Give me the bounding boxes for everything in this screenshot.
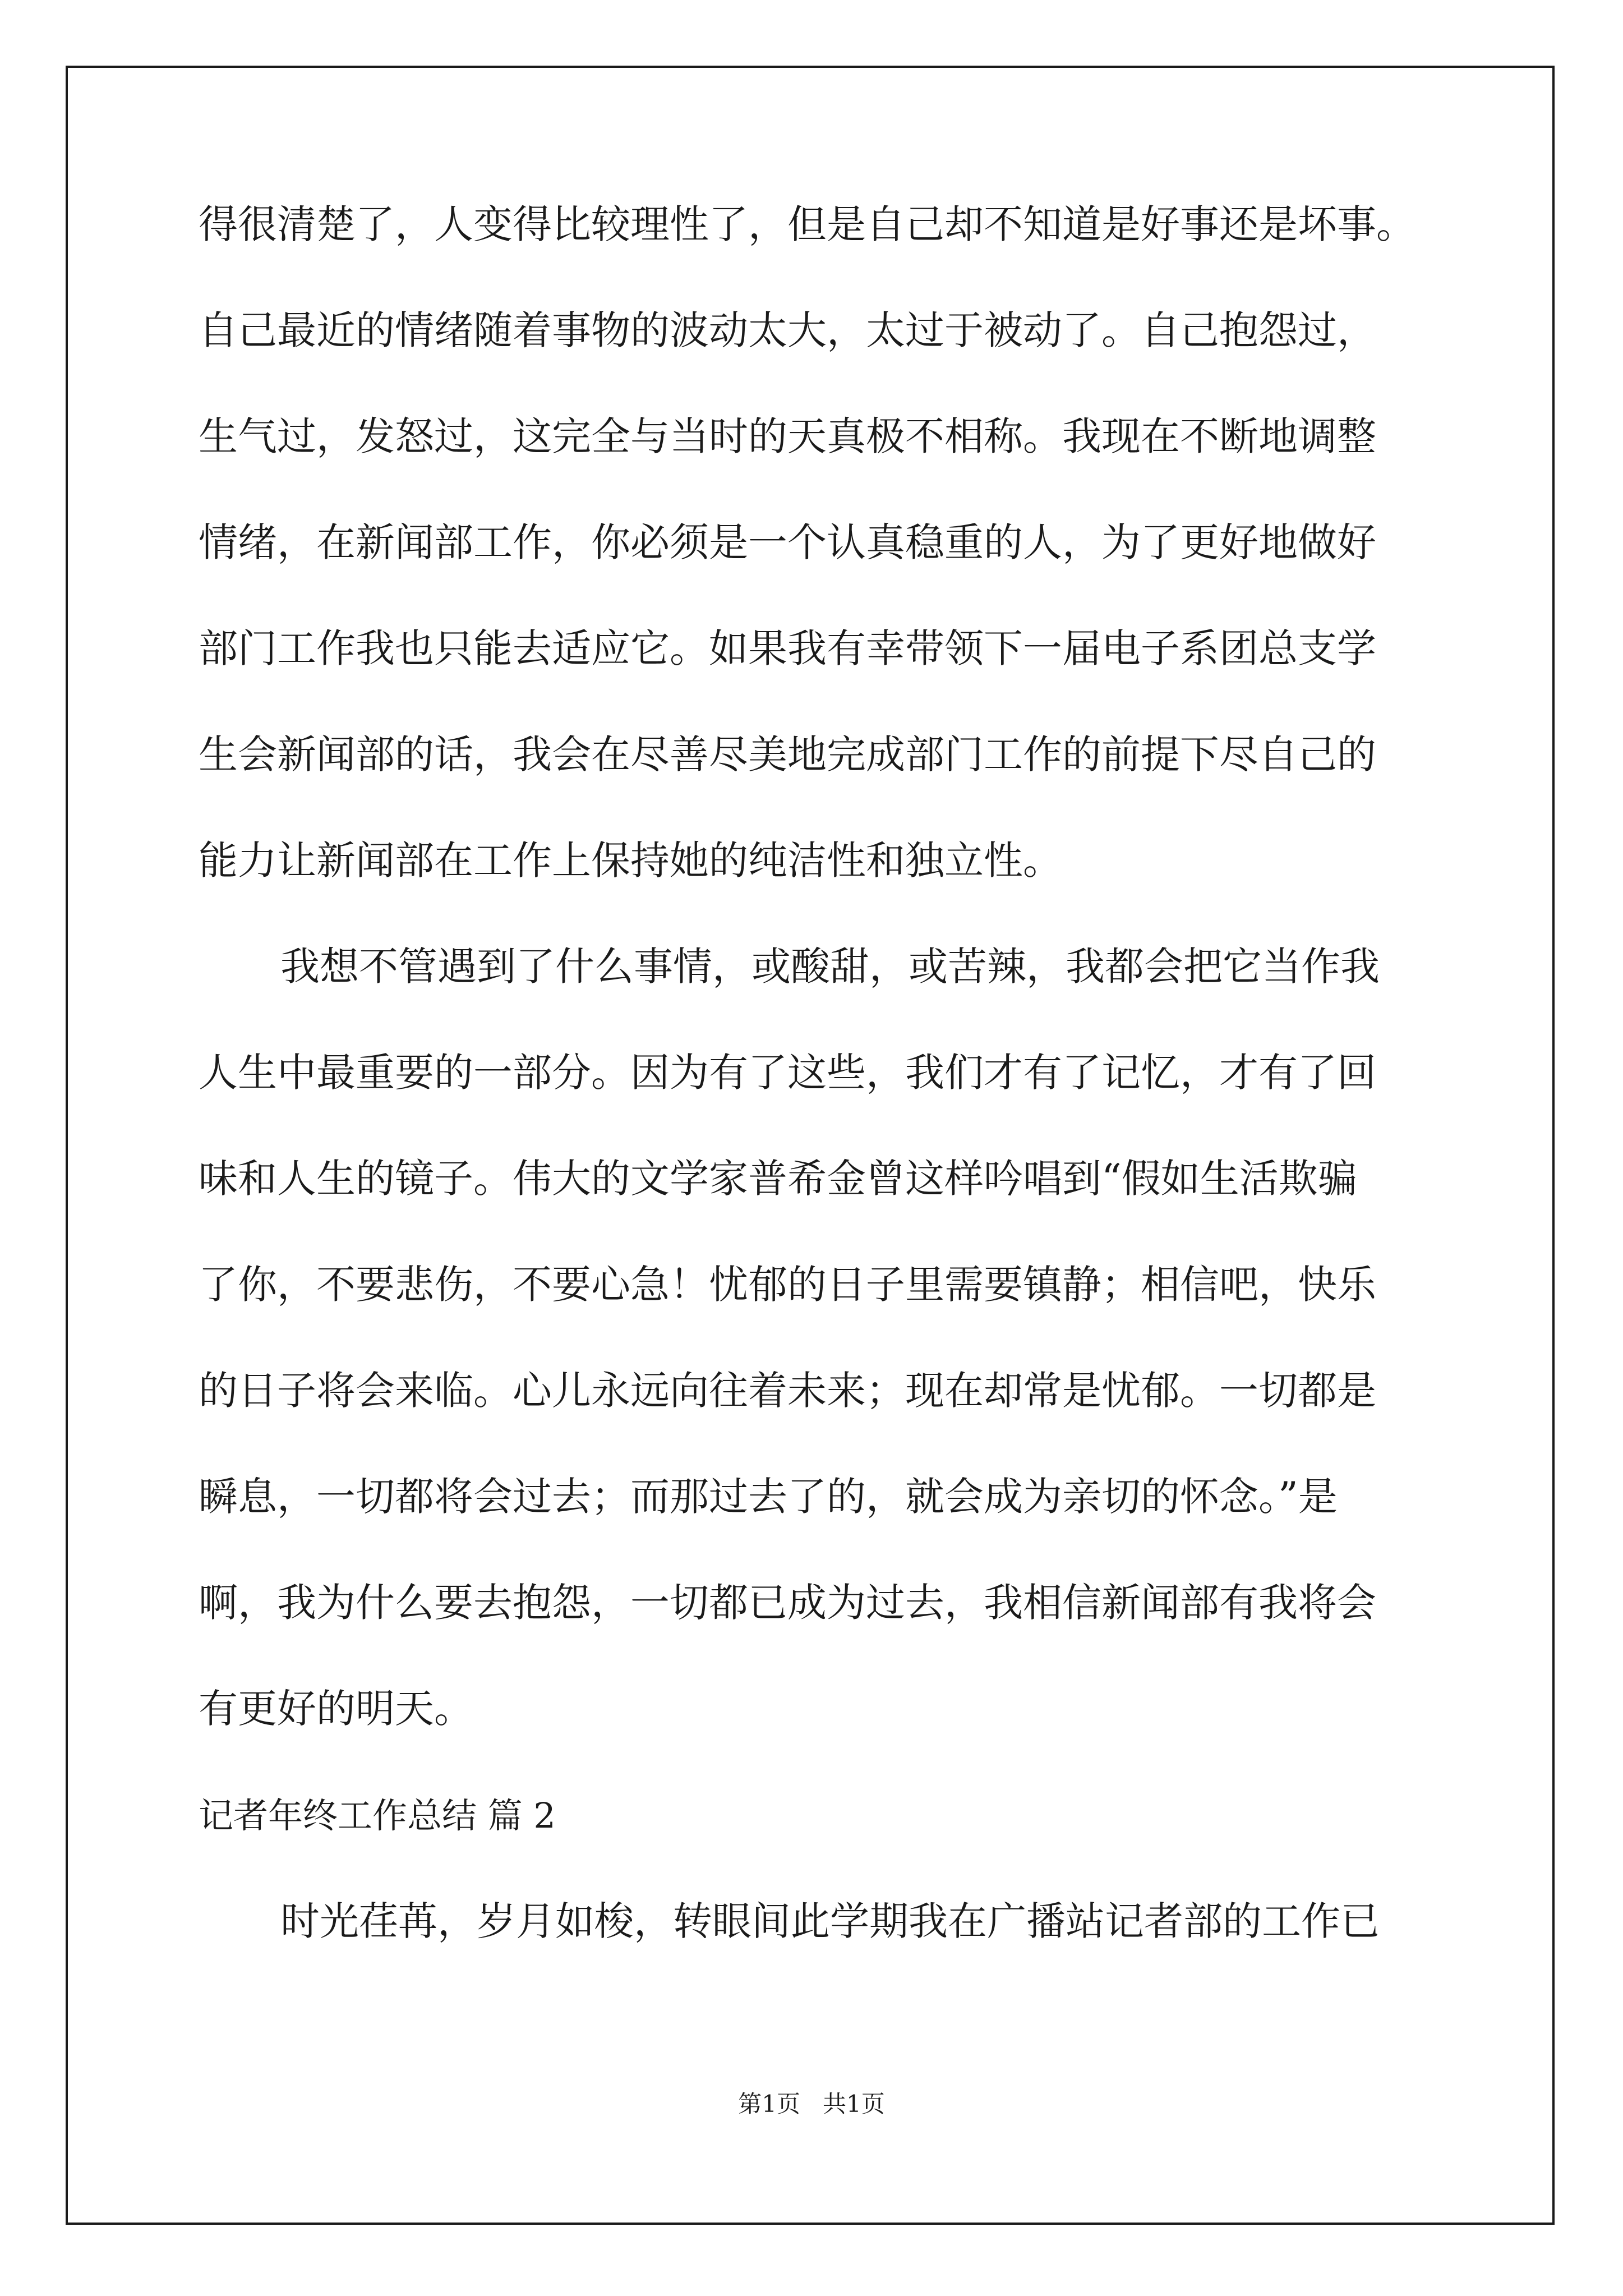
body-line-2: 自己最近的情绪随着事物的波动太大，太过于被动了。自己抱怨过， <box>199 307 1376 353</box>
section-first-line: 时光荏苒，岁月如梭，转眼间此学期我在广播站记者部的工作已 <box>280 1898 1380 1944</box>
body-line-12: 的日子将会来临。心儿永远向往着未来；现在却常是忧郁。一切都是 <box>199 1368 1376 1414</box>
body-line-5: 部门工作我也只能去适应它。如果我有幸带领下一届电子系团总支学 <box>199 625 1376 671</box>
body-line-3: 生气过，发怒过，这完全与当时的天真极不相称。我现在不断地调整 <box>199 413 1376 459</box>
page-number-current: 第1页 <box>738 2090 800 2118</box>
section-heading: 记者年终工作总结 篇 2 <box>199 1795 556 1836</box>
body-line-13: 瞬息，一切都将会过去；而那过去了的，就会成为亲切的怀念。”是 <box>199 1474 1338 1520</box>
body-line-7: 能力让新闻部在工作上保持她的纯洁性和独立性。 <box>199 838 1062 884</box>
body-line-11: 了你，不要悲伤，不要心急！忧郁的日子里需要镇静；相信吧，快乐 <box>199 1262 1376 1308</box>
body-line-10: 味和人生的镜子。伟大的文学家普希金曾这样吟唱到“假如生活欺骗 <box>199 1156 1357 1202</box>
body-line-1: 得很清楚了，人变得比较理性了，但是自己却不知道是好事还是坏事。 <box>199 201 1415 247</box>
body-line-9: 人生中最重要的一部分。因为有了这些，我们才有了记忆，才有了回 <box>199 1050 1376 1096</box>
page-number-total: 共1页 <box>823 2090 885 2118</box>
body-line-6: 生会新闻部的话，我会在尽善尽美地完成部门工作的前提下尽自己的 <box>199 731 1376 777</box>
body-line-15: 有更好的明天。 <box>199 1686 473 1732</box>
body-line-14: 啊，我为什么要去抱怨，一切都已成为过去，我相信新闻部有我将会 <box>199 1580 1376 1626</box>
body-line-4: 情绪，在新闻部工作，你必须是一个认真稳重的人，为了更好地做好 <box>199 519 1376 565</box>
page-footer <box>0 2087 1623 2121</box>
paragraph-start-line: 我想不管遇到了什么事情，或酸甜，或苦辣，我都会把它当作我 <box>280 944 1380 990</box>
